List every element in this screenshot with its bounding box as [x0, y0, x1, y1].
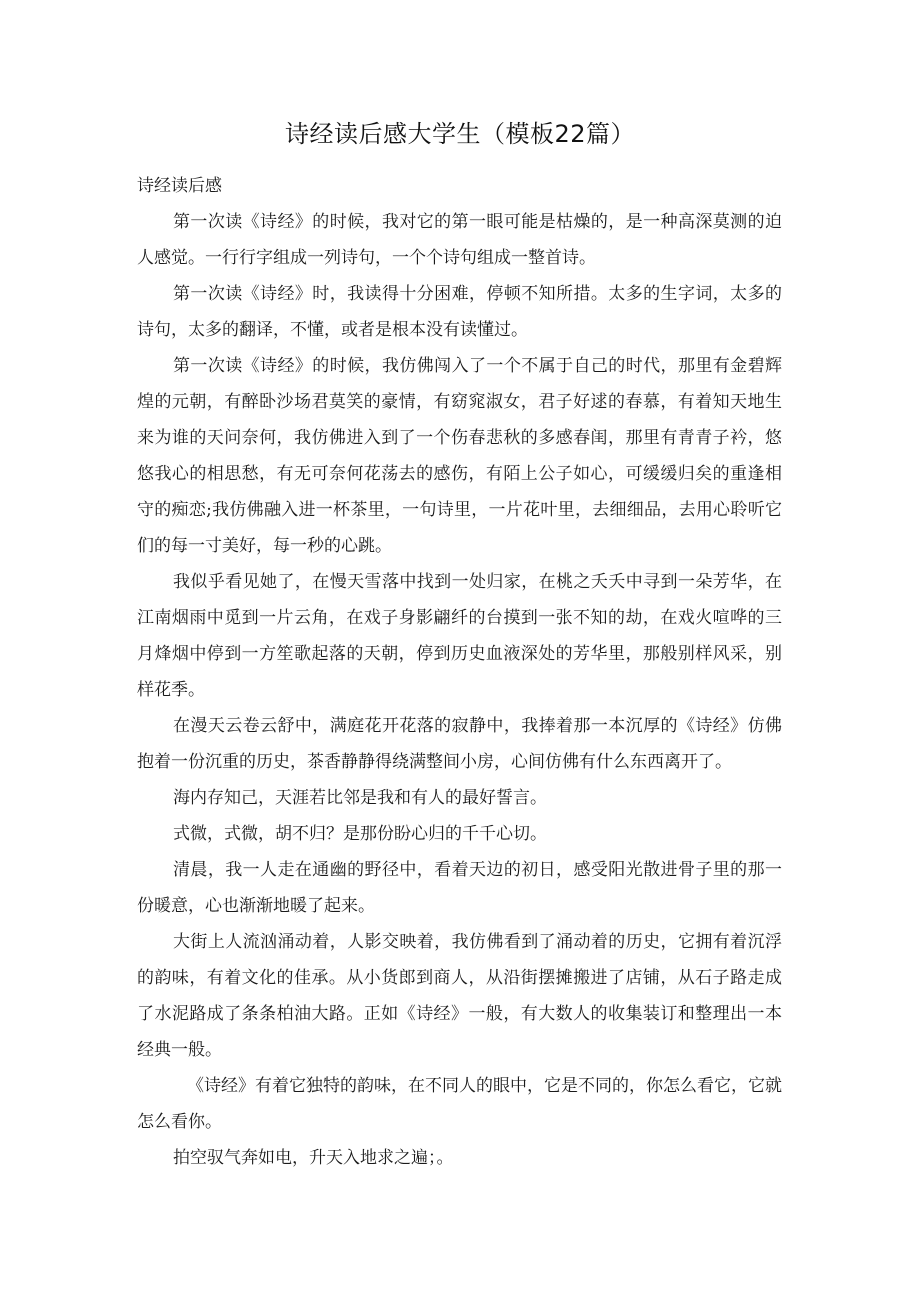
paragraph: 在漫天云卷云舒中，满庭花开花落的寂静中，我捧着那一本沉厚的《诗经》仿佛抱着一份沉重的历史，茶香静静得绕满整间小房，心间仿佛有什么东西离开了。	[137, 716, 782, 772]
section-heading: 诗经读后感	[137, 176, 222, 196]
paragraph: 《诗经》有着它独特的韵味，在不同人的眼中，它是不同的，你怎么看它，它就怎么看你。	[137, 1076, 782, 1132]
paragraph: 清晨，我一人走在通幽的野径中，看着天边的初日，感受阳光散进骨子里的那一份暖意，心也渐渐地暖了起来。	[137, 860, 782, 916]
paragraph: 我似乎看见她了，在慢天雪落中找到一处归家，在桃之夭夭中寻到一朵芳华，在江南烟雨中觅到一片云角，在戏子身影翩纤的台摸到一张不知的劫，在戏火喧哗的三月烽烟中停到一方笙歌起落的天朝，停到历史血液深处的芳华里，那般别样风采，别样花季。	[137, 572, 782, 700]
paragraph: 第一次读《诗经》的时候，我仿佛闯入了一个不属于自己的时代，那里有金碧辉煌的元朝，有醉卧沙场君莫笑的豪情，有窈窕淑女，君子好逑的春慕，有着知天地生来为谁的天问奈何，我仿佛进入到了一个伤春悲秋的多感春闺，那里有青青子衿，悠悠我心的相思愁，有无可奈何花荡去的感伤，有陌上公子如心，可缓缓归矣的重逢相守的痴恋;我仿佛融入进一杯茶里，一句诗里，一片花叶里，去细细品，去用心聆听它们的每一寸美好，每一秒的心跳。	[137, 356, 782, 556]
paragraph: 大街上人流汹涌动着，人影交映着，我仿佛看到了涌动着的历史，它拥有着沉浮的韵味，有着文化的佳承。从小货郎到商人，从沿街摆摊搬进了店铺，从石子路走成了水泥路成了条条柏油大路。正如《诗经》一般，有大数人的收集装订和整理出一本经典一般。	[137, 932, 782, 1060]
paragraph: 拍空驭气奔如电，升天入地求之遍；。	[173, 1148, 454, 1168]
document-title: 诗经读后感大学生（模板22篇）	[284, 120, 636, 148]
document-body	[137, 168, 782, 1176]
paragraph: 式微，式微，胡不归？是那份盼心归的千千心切。	[173, 824, 547, 844]
paragraph: 海内存知己，天涯若比邻是我和有人的最好誓言。	[173, 788, 547, 808]
paragraph: 第一次读《诗经》的时候，我对它的第一眼可能是枯燥的，是一种高深莫测的迫人感觉。一行行字组成一列诗句，一个个诗句组成一整首诗。	[137, 212, 782, 268]
paragraph: 第一次读《诗经》时，我读得十分困难，停顿不知所措。太多的生字词，太多的诗句，太多的翻译，不懂，或者是根本没有读懂过。	[137, 284, 782, 340]
